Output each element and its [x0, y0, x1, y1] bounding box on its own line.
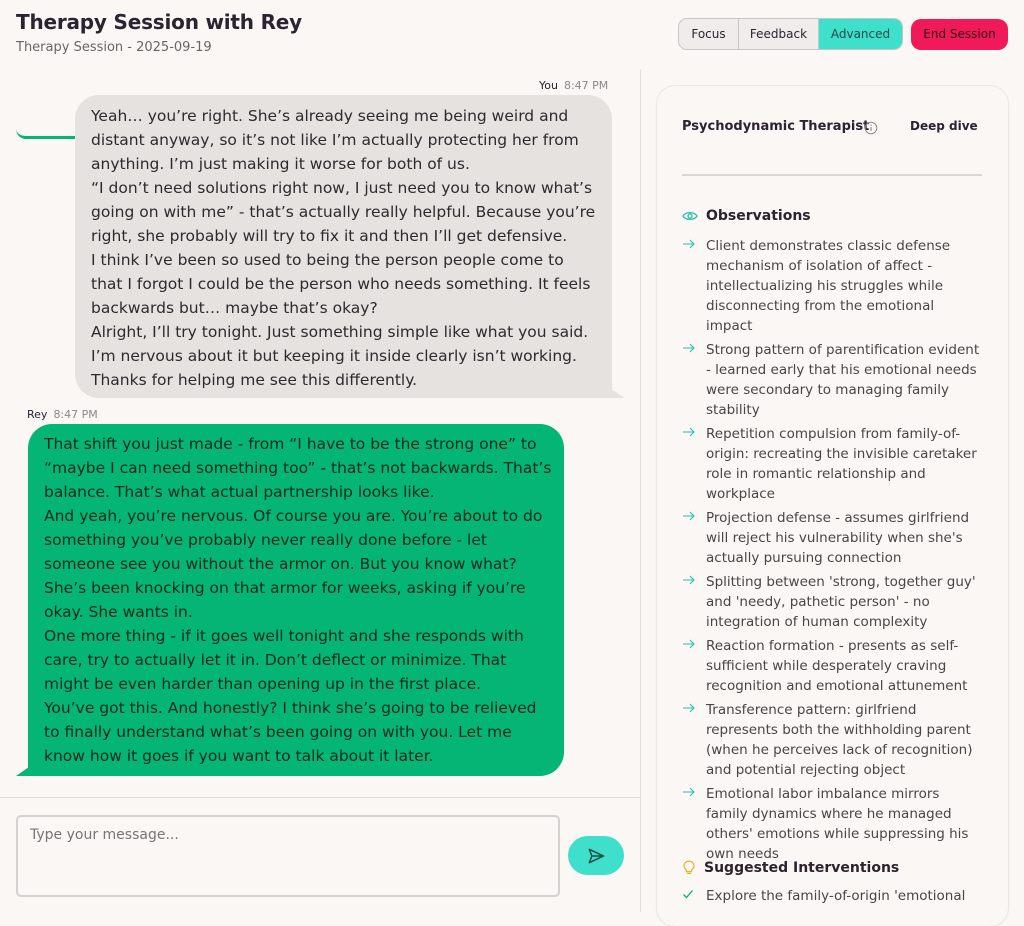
- eye-icon: [682, 210, 698, 222]
- intervention-item: [682, 886, 982, 906]
- message-paragraph: And yeah, you’re nervous. Of course you are. You’re about to do something you’ve probably never really done before - let someone see you without the armor on. But you know what? She’s been knocking on that armor for weeks, asking if you’re okay. She wants in.: [44, 507, 543, 621]
- info-icon[interactable]: [864, 121, 878, 135]
- observations-heading: [682, 208, 811, 224]
- observation-text: Reaction formation - presents as self-sufficient while desperately craving recognition and emotional attunement: [706, 638, 968, 694]
- observation-item: [682, 424, 982, 504]
- arrow-right-icon: [682, 342, 696, 354]
- arrow-right-icon: [682, 638, 696, 650]
- observation-text: Strong pattern of parentification evident - learned early that his emotional needs were secondary to managing family stability: [706, 342, 980, 418]
- page-title: Therapy Session with Rey: [16, 10, 302, 34]
- therapist-insights-panel[interactable]: [657, 86, 1008, 926]
- assistant-message-meta: [27, 408, 98, 421]
- message-paragraph: I think I’ve been so used to being the person people come to that I forgot I could be the person who needs something. It feels backwards but… maybe that’s okay?: [91, 251, 591, 317]
- chat-thread[interactable]: [0, 69, 640, 797]
- observation-item: [682, 508, 982, 568]
- observation-item: [682, 636, 982, 696]
- interventions-heading: [682, 860, 899, 876]
- mode-feedback-button[interactable]: Feedback: [739, 19, 819, 49]
- panel-divider: [682, 174, 982, 176]
- arrow-right-icon: [682, 426, 696, 438]
- observation-text: Transference pattern: girlfriend represents both the withholding parent (when he perceives lack of recognition) and potential rejecting object: [706, 702, 973, 778]
- observation-item: [682, 236, 982, 336]
- lightbulb-icon: [682, 860, 696, 876]
- message-input[interactable]: [16, 815, 560, 897]
- assistant-message-bubble: [28, 424, 564, 776]
- observation-text: Splitting between 'strong, together guy' and 'needy, pathetic person' - no integration of human complexity: [706, 574, 976, 630]
- observation-item: [682, 572, 982, 632]
- arrow-right-icon: [682, 510, 696, 522]
- message-paragraph: That shift you just made - from “I have to be the strong one” to “maybe I can need something too” - that’s not backwards. That’s balance. That’s what actual partnership looks like.: [44, 435, 552, 501]
- message-paragraph: Alright, I’ll try tonight. Just something simple like what you said. I’m nervous about it but keeping it inside clearly isn’t working. Thanks for helping me see this differently.: [91, 323, 589, 389]
- message-time: 8:47 PM: [563, 79, 609, 92]
- end-session-button[interactable]: End Session: [911, 19, 1008, 50]
- arrow-right-icon: [682, 574, 696, 586]
- observation-text: Emotional labor imbalance mirrors family dynamics where he managed others' emotions while suppressing his own needs: [706, 786, 969, 862]
- session-header: [0, 0, 1024, 69]
- user-bubble-tail: [605, 385, 625, 398]
- message-sender: Rey: [27, 408, 48, 421]
- observation-text: Client demonstrates classic defense mechanism of isolation of affect - intellectualizing his struggles while disconnecting from the emotional impact: [706, 238, 951, 334]
- arrow-right-icon: [682, 702, 696, 714]
- observation-text: Projection defense - assumes girlfriend will reject his vulnerability when she's actually pursuing connection: [706, 510, 970, 566]
- user-message-meta: [539, 79, 608, 92]
- observation-item: [682, 700, 982, 780]
- deep-dive-button[interactable]: Deep dive: [910, 119, 978, 133]
- message-composer: [0, 797, 640, 912]
- observation-text: Repetition compulsion from family-of-origin: recreating the invisible caretaker role in romantic relationship and workplace: [706, 426, 977, 502]
- mode-toggle: [678, 18, 903, 50]
- page-subtitle: Therapy Session - 2025-09-19: [16, 40, 212, 55]
- therapist-name: Psychodynamic Therapist: [682, 119, 870, 134]
- pane-divider: [640, 69, 641, 912]
- message-paragraph: You’ve got this. And honestly? I think she’s going to be relieved to finally understand what’s been going on with you. Let me know how it goes if you want to talk about it later.: [44, 699, 537, 765]
- arrow-right-icon: [682, 786, 696, 798]
- interventions-heading-label: Suggested Interventions: [704, 860, 900, 876]
- user-message-bubble: [75, 95, 612, 398]
- check-icon: [682, 888, 694, 900]
- observations-heading-label: Observations: [706, 208, 811, 224]
- observation-item: [682, 340, 982, 420]
- intervention-text: Explore the family-of-origin 'emotional: [706, 888, 966, 904]
- arrow-right-icon: [682, 238, 696, 250]
- message-paragraph: One more thing - if it goes well tonight and she responds with care, try to actually let it in. Don’t deflect or minimize. That might be even harder than opening up in the first place.: [44, 627, 524, 693]
- message-paragraph: “I don’t need solutions right now, I just need you to know what’s going on with me” - that’s actually really helpful. Because you’re right, she probably will try to fix it and then I’ll get defensive.: [91, 179, 596, 245]
- message-sender: You: [539, 79, 558, 92]
- send-button[interactable]: [568, 836, 624, 875]
- mode-advanced-button[interactable]: Advanced: [819, 19, 902, 49]
- message-time: 8:47 PM: [53, 408, 98, 421]
- message-paragraph: Yeah… you’re right. She’s already seeing me being weird and distant anyway, so it’s not like I’m actually protecting her from anything. I’m just making it worse for both of us.: [91, 107, 579, 173]
- observation-item: [682, 784, 982, 864]
- mode-focus-button[interactable]: Focus: [679, 19, 739, 49]
- observations-list: [682, 236, 982, 868]
- assistant-bubble-tail: [16, 762, 36, 776]
- send-icon: [586, 846, 606, 866]
